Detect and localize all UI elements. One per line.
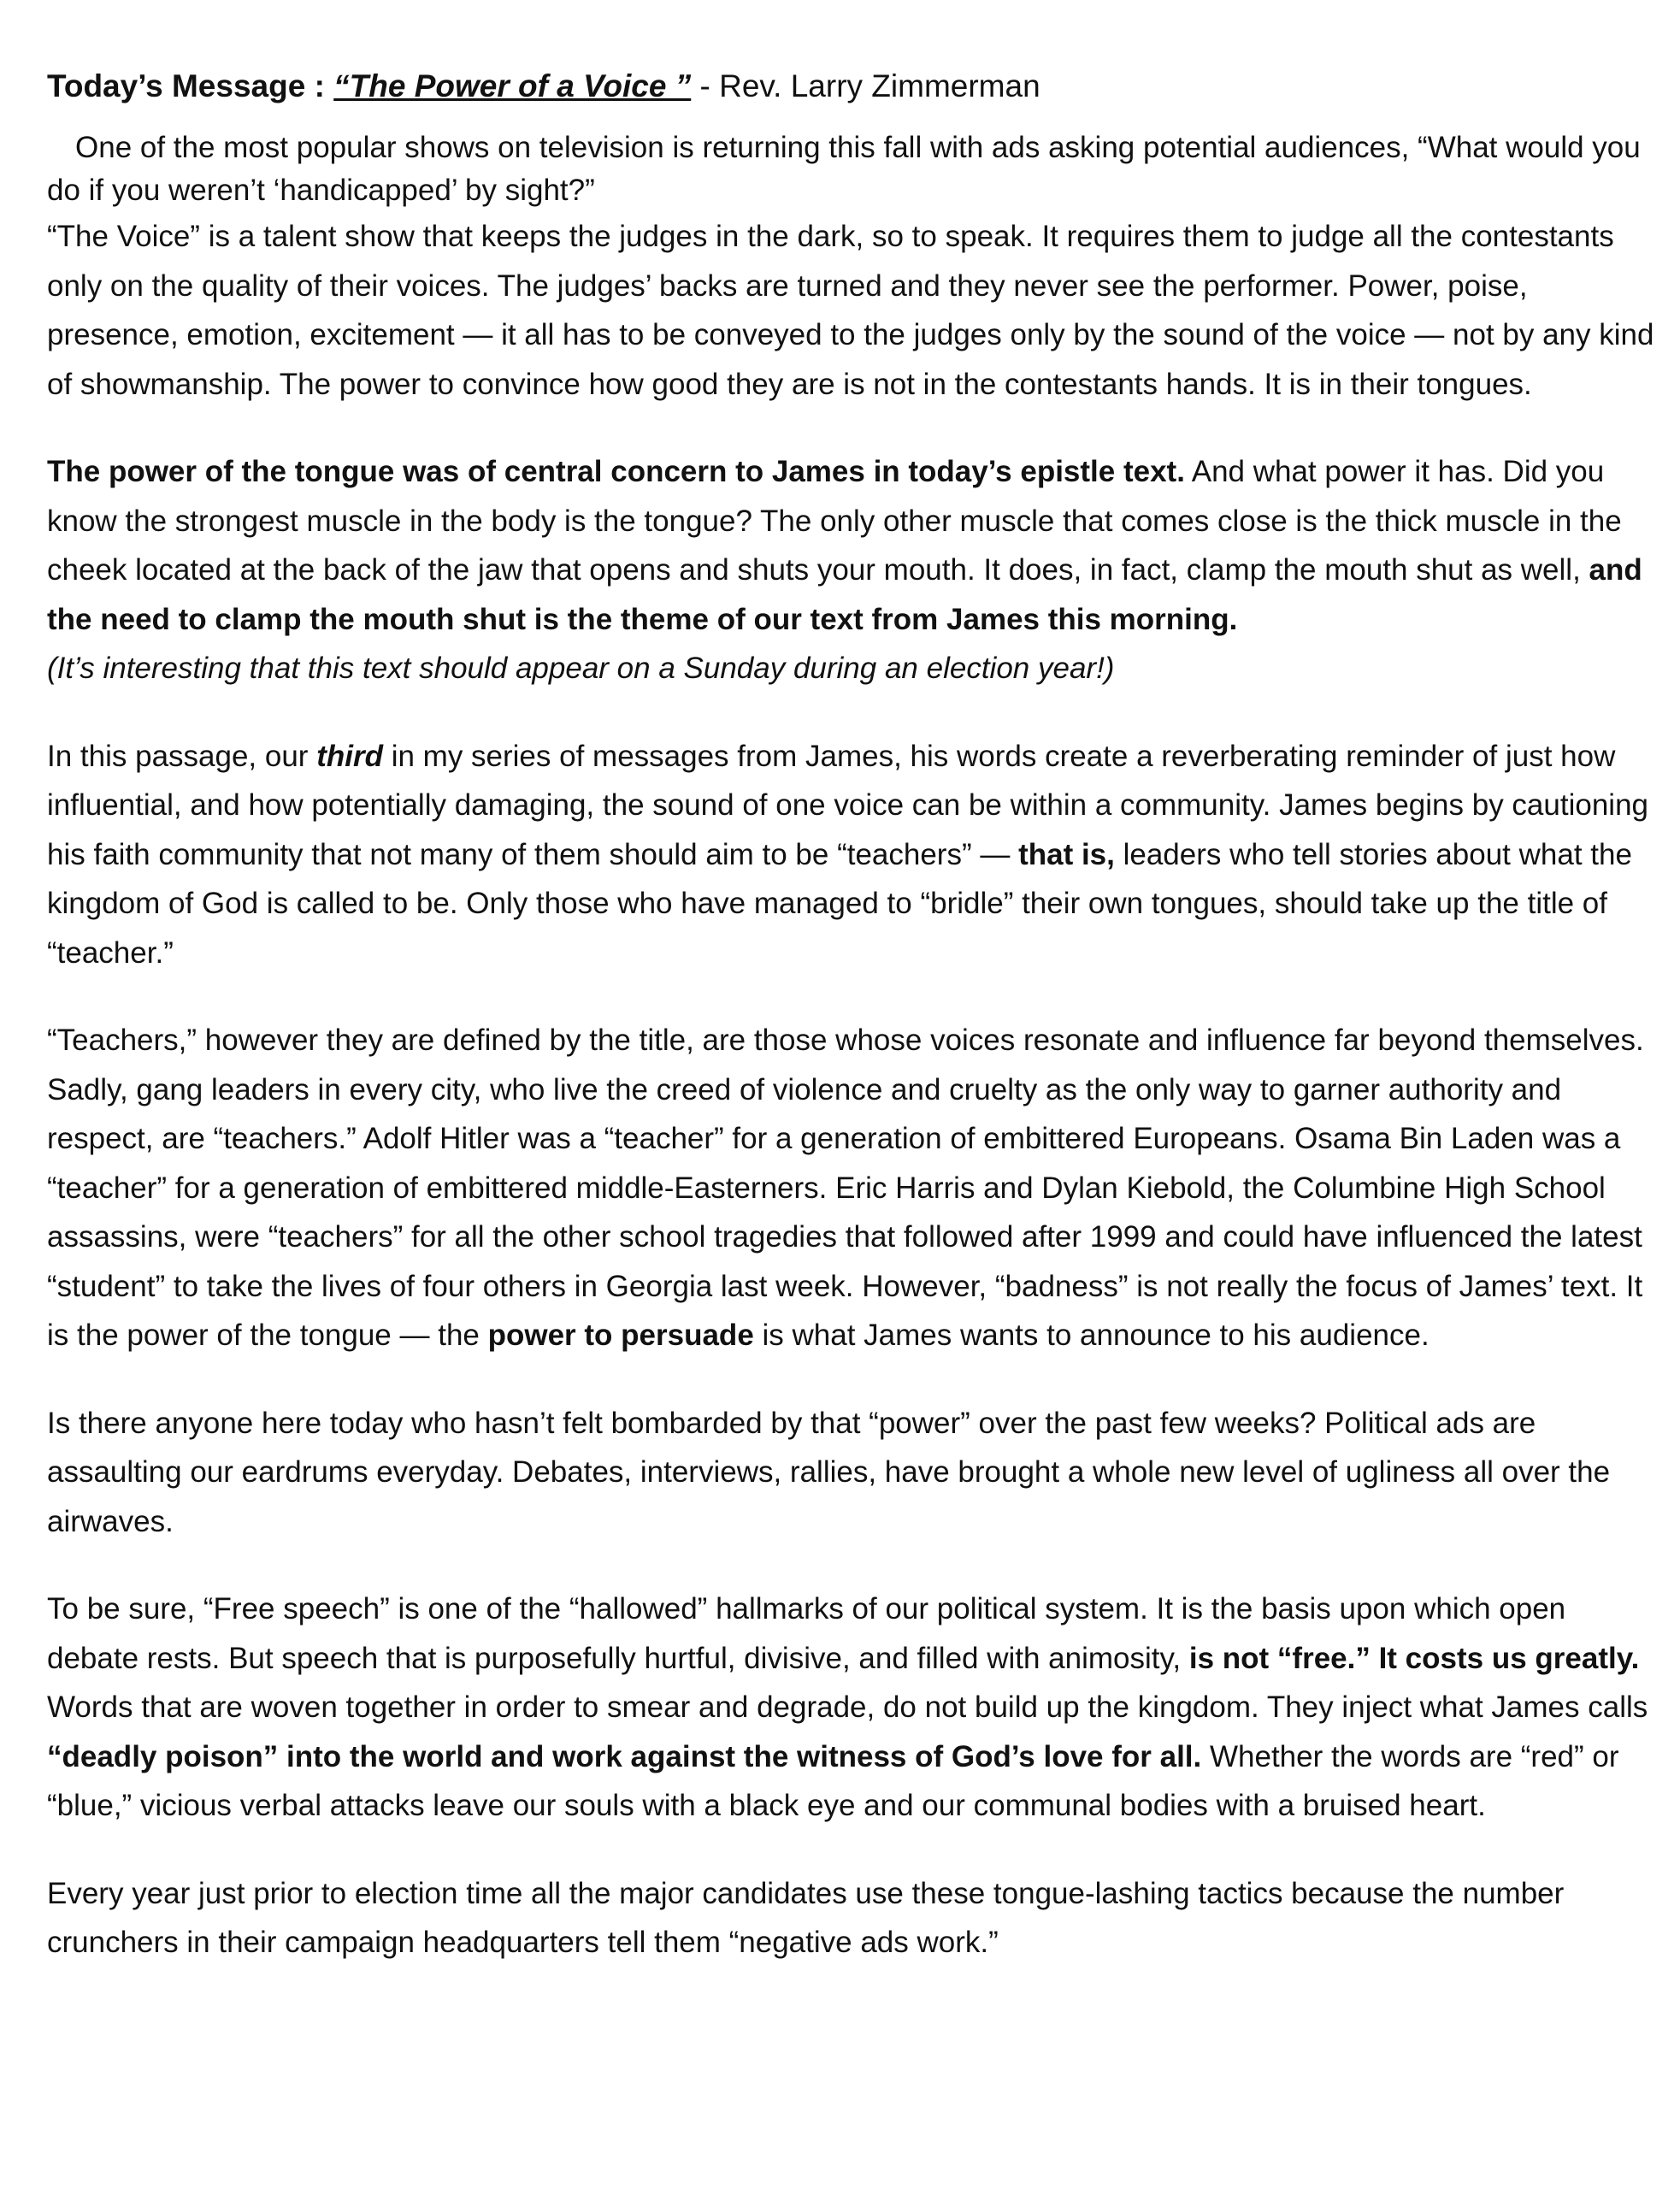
paragraph-teachers-intro: In this passage, our third in my series of messages from James, his words create a reverberating reminder of just how influential, and how potentially damaging, the sound of one voice can be within a community. James begins by cautioning his faith community that not many of them should aim to be “teachers” — that is, leaders who tell stories about what the kingdom of God is called to be. Only those who have managed to “bridle” their own tongues, should take up the title of “teacher.” (47, 739, 1648, 970)
emphasis-not-free: is not “free.” It costs us greatly. (1188, 1641, 1640, 1675)
paragraph-intro: One of the most popular shows on television is returning this fall with ads asking potential audiences, “What would you do if you weren’t ‘handicapped’ by sight?” (47, 131, 1641, 207)
aside-election-year: (It’s interesting that this text should appear on a Sunday during an election year!) (47, 652, 1115, 685)
paragraph-free-speech: To be sure, “Free speech” is one of the “hallowed” hallmarks of our political system. It is the basis upon which open debate rests. But speech that is purposefully hurtful, divisive, and filled with animosity, is not “free.” It costs us greatly. Words that are woven together in order to smear and degrade, do not build up the kingdom. They inject what James calls “deadly poison” into the world and work against the witness of God’s love for all. Whether the words are “red” or “blue,” vicious verbal attacks leave our souls with a black eye and our communal bodies with a bruised heart. (47, 1592, 1648, 1822)
paragraph-negative-ads: Every year just prior to election time all the major candidates use these tongue-lashing tactics because the number crunchers in their campaign headquarters tell them “negative ads work.” (47, 1876, 1565, 1959)
sermon-title: “The Power of a Voice ” (333, 68, 692, 103)
emphasis-clamp-mouth: and the need to clamp the mouth shut is the theme of our text from James this morning. (47, 553, 1642, 636)
emphasis-that-is: that is, (1018, 837, 1115, 871)
emphasis-third: third (316, 739, 383, 773)
message-header (47, 65, 1659, 108)
emphasis-power-to-persuade: power to persuade (487, 1319, 754, 1352)
document-page (47, 65, 1659, 1968)
emphasis-central-concern: The power of the tongue was of central concern to James in today’s epistle text. (47, 455, 1185, 488)
sermon-author: - Rev. Larry Zimmerman (691, 68, 1040, 103)
emphasis-deadly-poison: “deadly poison” into the world and work against the witness of God’s love for all. (47, 1739, 1202, 1773)
paragraph-teachers-examples: “Teachers,” however they are defined by the title, are those whose voices resonate and influence far beyond themselves. Sadly, gang leaders in every city, who live the creed of violence and cruelty as the only way to garner authority and respect, are “teachers.” Adolf Hitler was a “teacher” for a generation of embittered Europeans. Osama Bin Laden was a “teacher” for a generation of embittered middle-Easterners. Eric Harris and Dylan Kiebold, the Columbine High School assassins, were “teachers” for all the other school tragedies that followed after 1999 and could have influenced the latest “student” to take the lives of four others in Georgia last week. However, “badness” is not really the focus of James’ text. It is the power of the tongue — the power to persuade is what James wants to announce to his audience. (47, 1024, 1644, 1352)
paragraph-bombarded: Is there anyone here today who hasn’t felt bombarded by that “power” over the past few weeks? Political ads are assaulting our eardrums everyday. Debates, interviews, rallies, have brought a whole new level of ugliness all over the airwaves. (47, 1406, 1611, 1538)
message-label: Today’s Message : (47, 68, 334, 103)
paragraph-power-of-tongue: The power of the tongue was of central concern to James in today’s epistle text. And what power it has. Did you know the strongest muscle in the body is the tongue? The only other muscle that comes close is the thick muscle in the cheek located at the back of the jaw that opens and shuts your mouth. It does, in fact, clamp the mouth shut as well, and the need to clamp the mouth shut is the theme of our text from James this morning. (It’s interesting that this text should appear on a Sunday during an election year!) (47, 455, 1642, 685)
paragraph-the-voice: “The Voice” is a talent show that keeps the judges in the dark, so to speak. It requires them to judge all the contestants only on the quality of their voices. The judges’ backs are turned and they never see the performer. Power, poise, presence, emotion, excitement — it all has to be conveyed to the judges only by the sound of the voice — not by any kind of showmanship. The power to convince how good they are is not in the contestants hands. It is in their tongues. (47, 220, 1654, 401)
